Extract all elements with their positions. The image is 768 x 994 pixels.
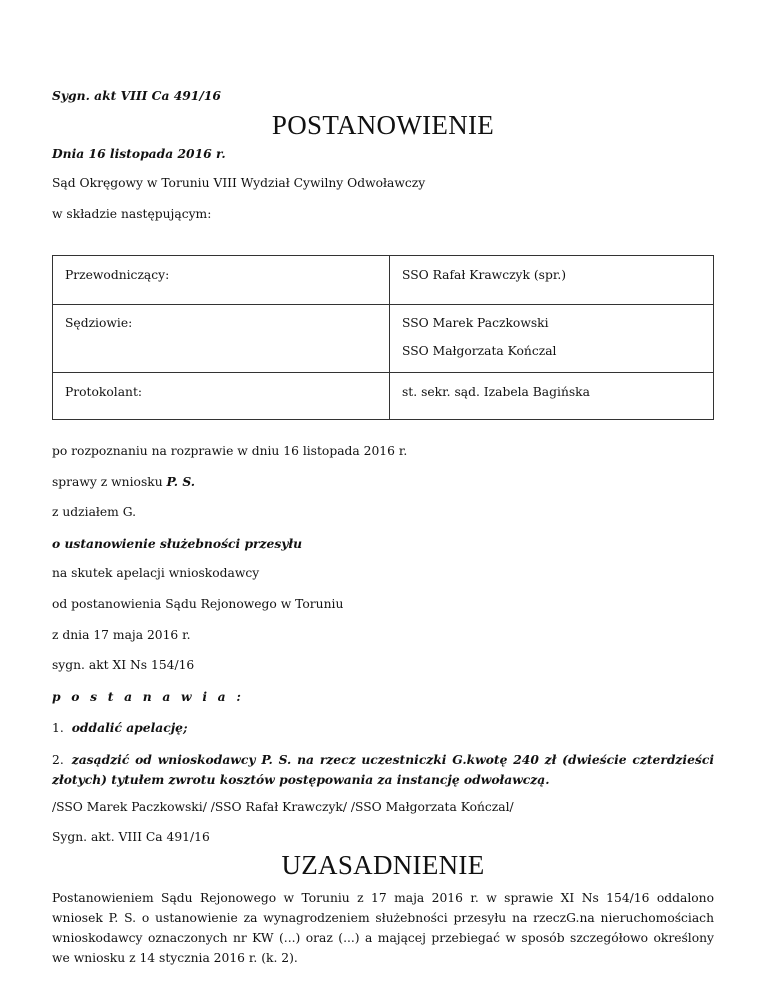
ruling-point-1 bbox=[52, 720, 188, 735]
decision-date-line: z dnia 17 maja 2016 r. bbox=[52, 628, 191, 642]
case-signature: Sygn. akt VIII Ca 491/16 bbox=[52, 88, 221, 103]
hearing-line: po rozpoznaniu na rozprawie w dniu 16 listopada 2016 r. bbox=[52, 444, 408, 458]
panel-row-chair bbox=[53, 256, 714, 305]
point-text: oddalić apelację; bbox=[71, 720, 188, 735]
participant-line: z udziałem G. bbox=[52, 505, 137, 519]
subject-line: o ustanowienie służebności przesyłu bbox=[52, 536, 303, 551]
judges-signatures: /SSO Marek Paczkowski/ /SSO Rafał Krawczyk/ /SSO Małgorzata Kończal/ bbox=[52, 800, 514, 814]
decides-heading: p o s t a n a w i a : bbox=[52, 689, 245, 704]
applicant-name: P. S. bbox=[166, 474, 196, 489]
point-text: zasądzić od wnioskodawcy P. S. na rzecz uczestniczki G.kwotę 240 zł (dwieście czterdzieści złotych) tytułem zwrotu kosztów postępowania za instancję odwoławczą. bbox=[52, 752, 714, 787]
case-line bbox=[52, 474, 195, 489]
decision-date: Dnia 16 listopada 2016 r. bbox=[52, 146, 226, 161]
panel-value: SSO Rafał Krawczyk (spr.) bbox=[402, 268, 567, 282]
panel-row-clerk bbox=[53, 373, 714, 420]
panel-value: SSO Małgorzata Kończal bbox=[402, 344, 557, 358]
composition-intro: w składzie następującym: bbox=[52, 207, 212, 221]
point-number: 1. bbox=[52, 721, 64, 735]
justification-title: UZASADNIENIE bbox=[281, 850, 485, 880]
point-number: 2. bbox=[52, 753, 64, 767]
document-title: POSTANOWIENIE bbox=[271, 110, 495, 140]
case-prefix: sprawy z wniosku bbox=[52, 475, 167, 489]
justification-signature: Sygn. akt. VIII Ca 491/16 bbox=[52, 830, 210, 844]
justification-paragraph: Postanowieniem Sądu Rejonowego w Toruniu z 17 maja 2016 r. w sprawie XI Ns 154/16 oddalono wniosek P. S. o ustanowienie za wynagrodzeniem służebności przesyłu na rzeczG.na nieruchomościach wnioskodawcy oznaczonych nr KW (...) oraz (...) a mającej przebiegać w sposób szczegółowo określony we wniosku z 14 stycznia 2016 r. (k. 2). bbox=[52, 891, 714, 965]
ruling-point-2 bbox=[52, 750, 714, 790]
panel-label: Sędziowie: bbox=[65, 316, 133, 330]
file-number-line: sygn. akt XI Ns 154/16 bbox=[52, 658, 195, 672]
panel-row-judges bbox=[53, 305, 714, 373]
panel-value: SSO Marek Paczkowski bbox=[402, 316, 549, 330]
panel-value: st. sekr. sąd. Izabela Bagińska bbox=[402, 385, 590, 399]
from-decision-line: od postanowienia Sądu Rejonowego w Toruniu bbox=[52, 597, 344, 611]
panel-table bbox=[52, 255, 714, 420]
panel-label: Protokolant: bbox=[65, 385, 143, 399]
court-name: Sąd Okręgowy w Toruniu VIII Wydział Cywilny Odwoławczy bbox=[52, 176, 426, 190]
panel-label: Przewodniczący: bbox=[65, 268, 170, 282]
appeal-line: na skutek apelacji wnioskodawcy bbox=[52, 566, 260, 580]
